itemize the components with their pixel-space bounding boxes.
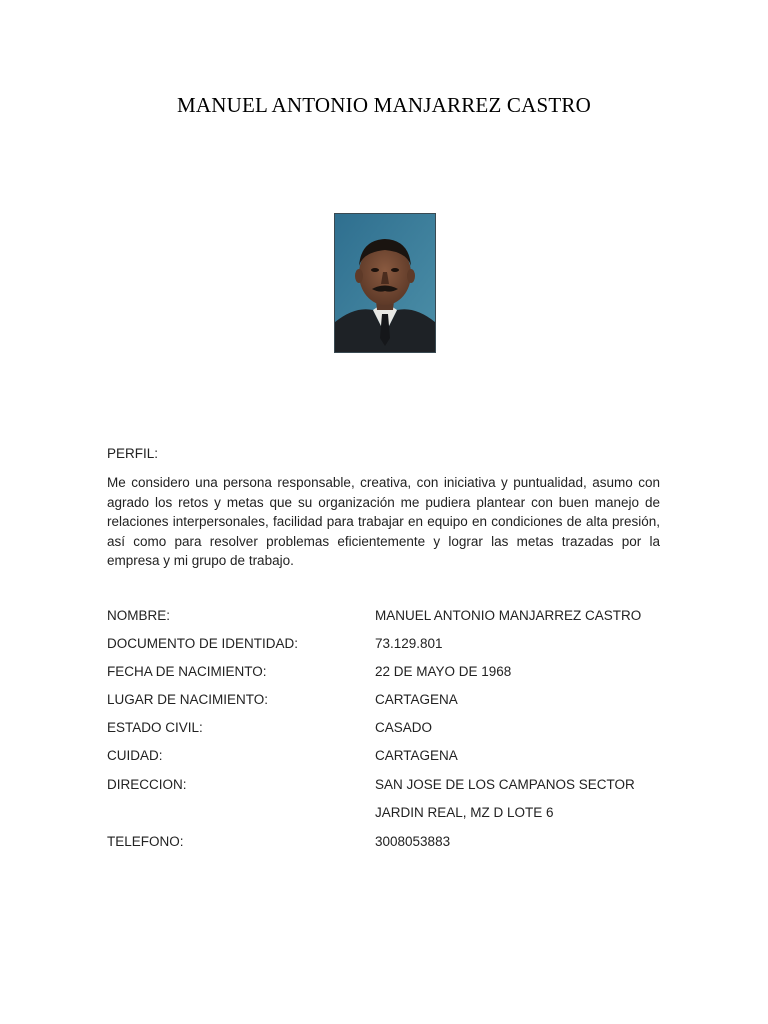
field-label: CUIDAD: [107, 748, 163, 763]
field-label: LUGAR DE NACIMIENTO: [107, 692, 269, 707]
field-value: 73.129.801 [375, 636, 443, 651]
field-value: 22 DE MAYO DE 1968 [375, 664, 512, 679]
field-value: CASADO [375, 720, 433, 735]
field-label: FECHA DE NACIMIENTO: [107, 664, 267, 679]
field-value: SAN JOSE DE LOS CAMPANOS SECTOR [375, 777, 635, 792]
field-value: JARDIN REAL, MZ D LOTE 6 [375, 805, 554, 820]
field-label: ESTADO CIVIL: [107, 720, 203, 735]
field-value: CARTAGENA [375, 692, 458, 707]
field-label: DOCUMENTO DE IDENTIDAD: [107, 636, 299, 651]
field-label: DIRECCION: [107, 777, 187, 792]
portrait-photo [334, 213, 436, 353]
profile-label: PERFIL: [107, 446, 159, 461]
field-value: 3008053883 [375, 834, 451, 849]
portrait-icon [335, 214, 435, 352]
field-value: MANUEL ANTONIO MANJARREZ CASTRO [375, 608, 642, 623]
page-title: MANUEL ANTONIO MANJARREZ CASTRO [177, 93, 591, 117]
field-label: NOMBRE: [107, 608, 171, 623]
profile-text: Me considero una persona responsable, creativa, con iniciativa y puntualidad, asumo con agrado los retos y metas que su organización me pudiera plantear con buen manejo de relaciones interpersonales, facilidad para trabajar en equipo en condiciones de alta presión, así como para resolver problemas eficientemente y lograr las metas trazadas por la empresa y mi grupo de trabajo. [107, 475, 660, 569]
field-value: CARTAGENA [375, 748, 458, 763]
field-label: TELEFONO: [107, 834, 184, 849]
